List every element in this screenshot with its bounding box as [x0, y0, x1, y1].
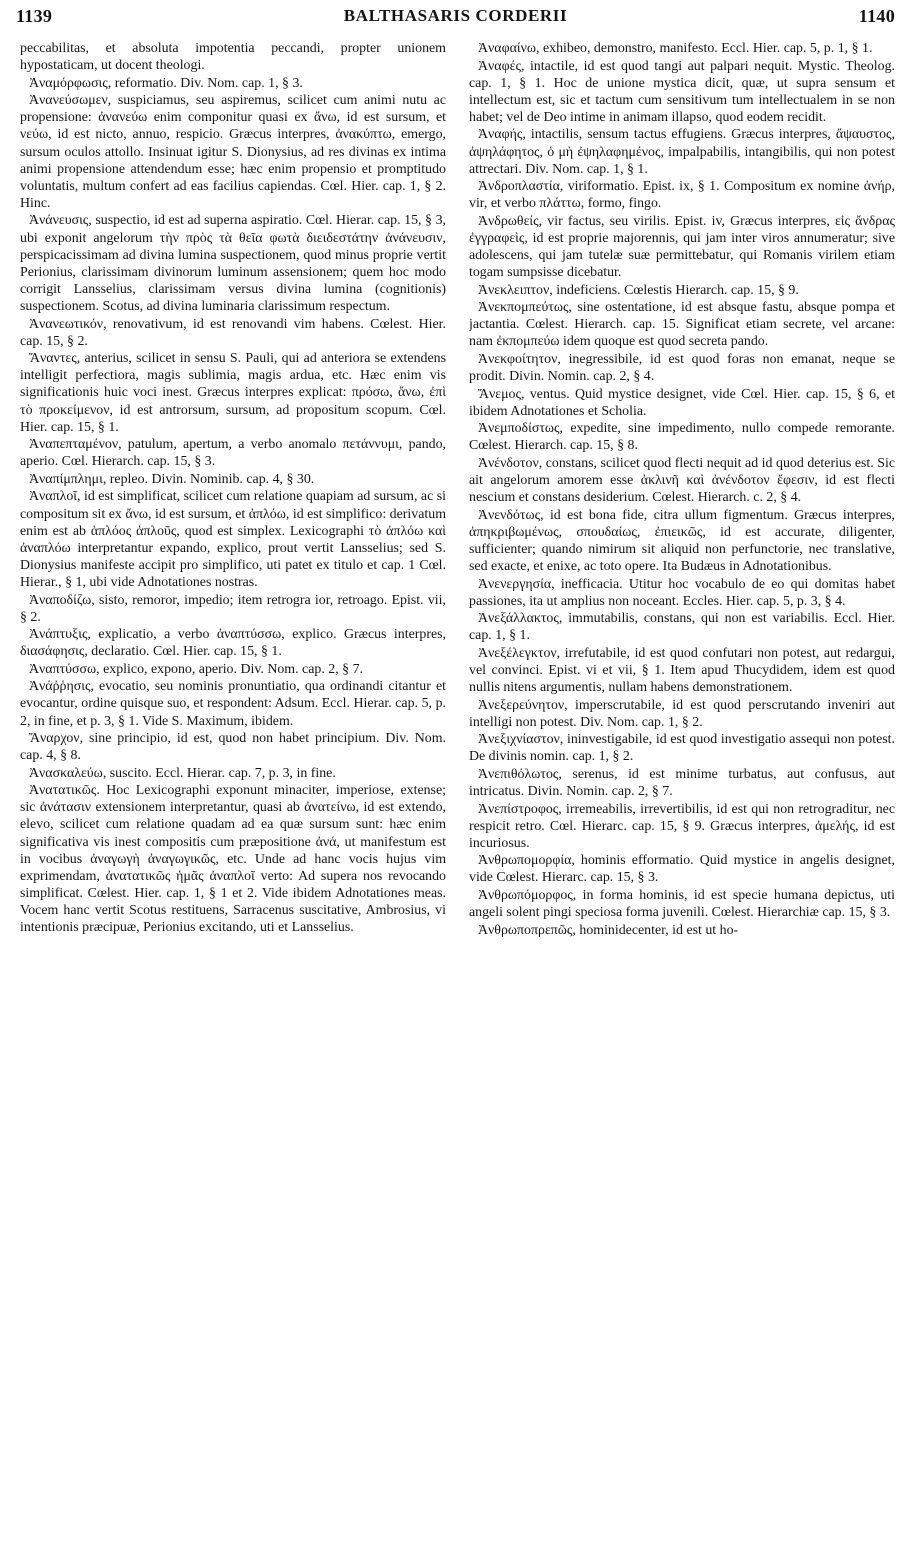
- dictionary-entry: Ἀνδρωθείς, vir factus, seu virilis. Epist. iv, Græcus interpres, εἰς ἄνδρας ἐγγραφεὶς, id est proprie majorennis, qui jam inter viros annumeratur; sive adolescens, qui jam tutelæ suæ permittebatur, qui Romanis virilem etiam togam sumpsisse dicebatur.: [469, 213, 895, 281]
- dictionary-entry: Ἀνατατικῶς. Hoc Lexicographi exponunt minaciter, imperiose, extense; sic ἀνάτασιν extensionem interpretantur, quasi ab ἀνατείνω, id est extendo, elevo, scilicet cum relatione quadam ad ea quæ sursum sunt: hæc enim significativa vis inest compositis cum præpositione ἀνά, ut manifestum est in vocibus ἀναγωγὴ ἀναγωγικῶς, etc. Unde ad hanc vocis hujus vim exprimendam, ἀνατατικῶς ἡμᾶς ἀναπλοῖ verto: Ad supera nos revocando simplificat. Cœlest. Hier. cap. 1, § 1 et 2. Vide ibidem Adnotationes meas. Vocem hanc vertit Scotus restituens, Sarracenus suscitative, Ambrosius, vi intentionis præcipuæ, Perionius excitando, uti et Lansselius.: [20, 783, 446, 936]
- dictionary-entry: Ἀνεμποδίστως, expedite, sine impedimento, nullo compede remorante. Cœlest. Hierarch. cap. 15, § 8.: [469, 421, 895, 454]
- dictionary-entry: Ἀνεξέλεγκτον, irrefutabile, id est quod confutari non potest, aut redargui, vel convinci. Epist. vi et vii, § 1. Item apud Thucydidem, idem est quod nullis nitens argumentis, nullam habens demonstrationem.: [469, 645, 895, 696]
- left-page-number: 1139: [16, 6, 53, 26]
- left-column: [20, 40, 446, 1540]
- dictionary-entry: Ἀναπλοῖ, id est simplificat, scilicet cum relatione quapiam ad sursum, ac si compositum sit ex ἄνω, id est sursum, et ἀπλόω, id est simplifico: derivatum enim est ab ἁπλόος ἁπλοῦς, quod est simplex. Lexicographi τὸ ἀπλόω καὶ ἀναπλόω interpretantur expando, explico, prout vertit Lansselius; sed S. Dionysius manifeste accipit pro simplifico, uti patet ex titulo et cap. 1 Cœl. Hierar., § 1, ubi vide Adnotationes nostras.: [20, 489, 446, 590]
- dictionary-entry: Ἀνεκφοίτητον, inegressibile, id est quod foras non emanat, neque se prodit. Divin. Nomin. cap. 2, § 4.: [469, 351, 895, 385]
- dictionary-entry: Ἄνεμος, ventus. Quid mystice designet, vide Cœl. Hier. cap. 15, § 6, et ibidem Adnotationes et Scholia.: [469, 386, 895, 419]
- page-header: [16, 4, 895, 30]
- dictionary-entry: Ἀναφαίνω, exhibeo, demonstro, manifesto. Eccl. Hier. cap. 5, p. 1, § 1.: [478, 41, 873, 56]
- dictionary-entry: Ἀνεξερεύνητον, imperscrutabile, id est quod perscrutando inveniri aut intelligi non potest. Div. Nom. cap. 1, § 2.: [469, 697, 895, 730]
- dictionary-entry: Ἀναπεπταμένον, patulum, apertum, a verbo anomalo πετάννυμι, pando, aperio. Cœl. Hierarch. cap. 15, § 3.: [20, 437, 446, 470]
- dictionary-entry: Ἀνεπιθόλωτος, serenus, id est minime turbatus, aut confusus, aut intricatus. Divin. Nomin. cap. 2, § 7.: [469, 766, 895, 800]
- dictionary-entry: Ἀνασκαλεύω, suscito. Eccl. Hierar. cap. 7, p. 3, in fine.: [29, 765, 336, 781]
- dictionary-entry: Ἀνεξάλλακτος, immutabilis, constans, qui non est variabilis. Eccl. Hier. cap. 1, § 1.: [469, 611, 895, 644]
- dictionary-entry: Ἀνάνευσις, suspectio, id est ad superna aspiratio. Cœl. Hierar. cap. 15, § 3, ubi exponit angelorum τὴν πρὸς τὰ θεῖα φωτὰ διειδεστάτην ἀνάνευσιν, perspicacissimam ad divina lumina suspectionem, quod minus proprie vertit Perionius, clarissimam divinorum luminum assensionem; quem hoc modo corrigit Lansselius, clarissimam versus divina lumina (cognitionis) suspectionem. Scotus, ad divina luminaria clarissimum respectum.: [20, 213, 446, 315]
- dictionary-entry: Ἀνανεύσωμεν, suspiciamus, seu aspiremus, scilicet cum animi nutu ac propensione: ἀνανεύω enim componitur quasi ex ἄνω, id est sursum, et νεύω, id est nicto, annuo, respicio. Græcus interpres, ἀνακύπτω, emergo, sursum oculos attollo. Insinuat igitur S. Dionysius, ad res divinas ex intima animi propensione attendendum esse; hæc enim propensio et promptitudo voluntatis, multum confert ad eas facilius capiendas. Cœl. Hier. cap. 1, § 2. Hinc.: [20, 93, 446, 211]
- dictionary-entry: Ἀναμόρφωσις, reformatio. Div. Nom. cap. 1, § 3.: [29, 75, 303, 91]
- dictionary-entry: Ἀνδροπλαστία, viriformatio. Epist. ix, § 1. Compositum ex nomine ἀνήρ, vir, et verbo πλάττω, formo, fingo.: [469, 179, 895, 212]
- dictionary-entry: Ἀνεκλειπτον, indeficiens. Cœlestis Hierarch. cap. 15, § 9.: [478, 282, 799, 298]
- dictionary-entry: Ἀνεκπομπεύτως, sine ostentatione, id est absque fastu, absque pompa et jactantia. Cœlest. Hierarch. cap. 15. Significat etiam secrete, vel arcane: nam ἐκπομπεύω idem quoque est quod secreta pando.: [469, 300, 895, 350]
- dictionary-entry: Ἀναφής, intactilis, sensum tactus effugiens. Græcus interpres, ἄψαυστος, ἀψηλάφητος, ὁ μὴ ἐψηλαφημένος, impalpabilis, intangibilis, qui non potest attrectari. Div. Nom. cap. 1, § 1.: [469, 127, 895, 177]
- dictionary-entry: Ἀναπίμπλημι, repleo. Divin. Nominib. cap. 4, § 30.: [29, 471, 315, 487]
- dictionary-entry: Ἀνάπτυξις, explicatio, a verbo ἀναπτύσσω, explico. Græcus interpres, διασάφησις, declaratio. Cœl. Hier. cap. 15, § 1.: [20, 627, 446, 660]
- dictionary-entry: Ἀνθρωπομορφία, hominis efformatio. Quid mystice in angelis designet, vide Cœlest. Hierarc. cap. 15, § 3.: [469, 853, 895, 886]
- dictionary-entry: Ἀνάῤῥησις, evocatio, seu nominis pronuntiatio, qua ordinandi citantur et evocantur, ordine quisque suo, et respondent: Adsum. Eccl. Hierar. cap. 5, p. 2, in fine, et p. 3, § 1. Vide S. Maximum, ibidem.: [20, 679, 446, 729]
- dictionary-entry: Ἀνενδότως, id est bona fide, citra ullum figmentum. Græcus interpres, ἀπηκριβωμένως, σπουδαίως, ἐπιεικῶς, id est accurate, diligenter, sufficienter; quando nimirum sit aliquid non perfunctorie, nec translative, sed exacte, et enixe, ac toto opere. Ita Budæus in Adnotationibus.: [469, 507, 895, 575]
- dictionary-entry: Ἀνενεργησία, inefficacia. Utitur hoc vocabulo de eo qui domitas habet passiones, ita ut amplius non noceant. Eccles. Hier. cap. 5, p. 3, § 4.: [469, 576, 895, 609]
- right-page-number: 1140: [858, 6, 895, 26]
- dictionary-entry: Ἀναφές, intactile, id est quod tangi aut palpari nequit. Mystic. Theolog. cap. 1, § 1. Hoc de unione mystica dicit, quæ, ut supra sensum et intellectum est, sic et tactum cum sensitivum tum intellectualem in se non habet; vel de Deo intime in animam illapso, quod eodem recidit.: [469, 58, 895, 125]
- dictionary-entry: Ἀνανεωτικόν, renovativum, id est renovandi vim habens. Cœlest. Hier. cap. 15, § 2.: [20, 316, 446, 349]
- dictionary-entry: Ἄναρχον, sine principio, id est, quod non habet principium. Div. Nom. cap. 4, § 8.: [20, 731, 446, 764]
- dictionary-entry: Ἀνεπίστροφος, irremeabilis, irrevertibilis, id est qui non retrograditur, nec respicit retro. Cœl. Hierarc. cap. 15, § 9. Græcus interpres, ἀμελής, id est incuriosus.: [469, 801, 895, 851]
- right-column: [469, 40, 895, 1540]
- dictionary-entry: Ἀνθρωποπρεπῶς, hominidecenter, id est ut ho-: [478, 922, 739, 938]
- running-title: BALTHASARIS CORDERII: [343, 6, 568, 25]
- dictionary-entry: Ἄναντες, anterius, scilicet in sensu S. Pauli, qui ad anteriora se extendens intelligit perfectiora, magis sublimia, magis ardua, etc. Hæc enim vis significationis huic voci inest. Græcus interpres explicat: πρόσω, ἄνω, ἐπὶ τὸ προκείμενον, id est antrorsum, sursum, ad propositum scopum. Cœl. Hier. cap. 15, § 1.: [20, 351, 446, 435]
- dictionary-entry: Ἀναποδίζω, sisto, remoror, impedio; item retrogra ior, retroago. Epist. vii, § 2.: [20, 592, 446, 625]
- dictionary-entry: Ἀνένδοτον, constans, scilicet quod flecti nequit ad id quod deterius est. Sic ait angelorum amorem esse ἀκλινῆ καὶ ἀνένδοτον ἔφεσιν, id est flecti nescium et constans desiderium. Cœlest. Hierarch. c. 2, § 4.: [469, 455, 895, 506]
- dictionary-entry: Ἀναπτύσσω, explico, expono, aperio. Div. Nom. cap. 2, § 7.: [29, 661, 363, 677]
- dictionary-entry: Ἀνθρωπόμορφος, in forma hominis, id est specie humana depictus, uti angeli solent pingi speciosa forma juvenili. Cœlest. Hierarchiæ cap. 15, § 3.: [469, 887, 895, 921]
- dictionary-entry: Ἀνεξιχνίαστον, ininvestigabile, id est quod investigatio assequi non potest. De divinis nomin. cap. 1, § 2.: [469, 732, 895, 765]
- dictionary-entry: peccabilitas, et absoluta impotentia peccandi, propter unionem hypostaticam, ut docent theologi.: [20, 41, 446, 74]
